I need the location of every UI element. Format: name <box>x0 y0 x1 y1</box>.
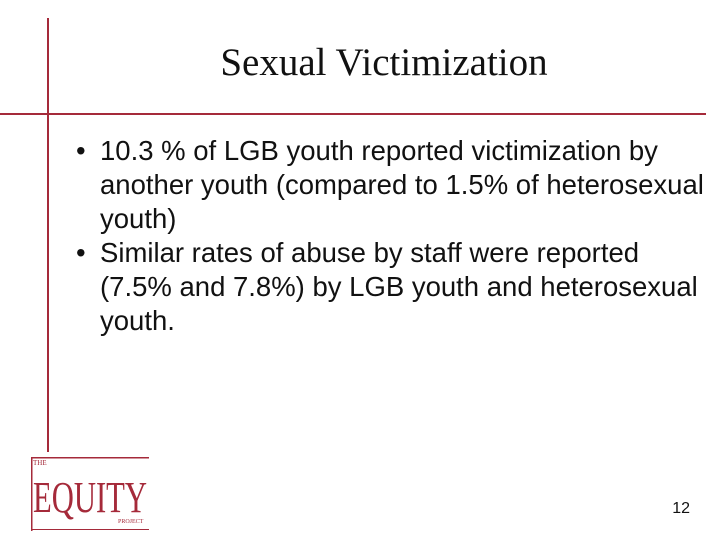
slide-title: Sexual Victimization <box>220 41 548 84</box>
bullet-item <box>76 236 716 338</box>
logo-top-rule <box>31 457 149 459</box>
horizontal-accent-rule <box>0 113 706 115</box>
logo-top-text: THE <box>33 459 47 467</box>
logo-bottom-rule <box>31 529 149 530</box>
bullet-list <box>76 134 716 338</box>
page-number: 12 <box>672 500 690 517</box>
bullet-text: Similar rates of abuse by staff were reported (7.5% and 7.8%) by LGB youth and heterosexual youth. <box>100 237 698 336</box>
bullet-glyph: • <box>76 135 86 166</box>
logo-name: EQUITY <box>33 473 147 522</box>
equity-project-logo <box>30 454 152 536</box>
bullet-text: 10.3 % of LGB youth reported victimization by another youth (compared to 1.5% of heterosexual youth) <box>100 135 704 234</box>
logo-sub-text: PROJECT <box>118 519 144 525</box>
bullet-glyph: • <box>76 237 86 268</box>
bullet-item <box>76 134 716 236</box>
